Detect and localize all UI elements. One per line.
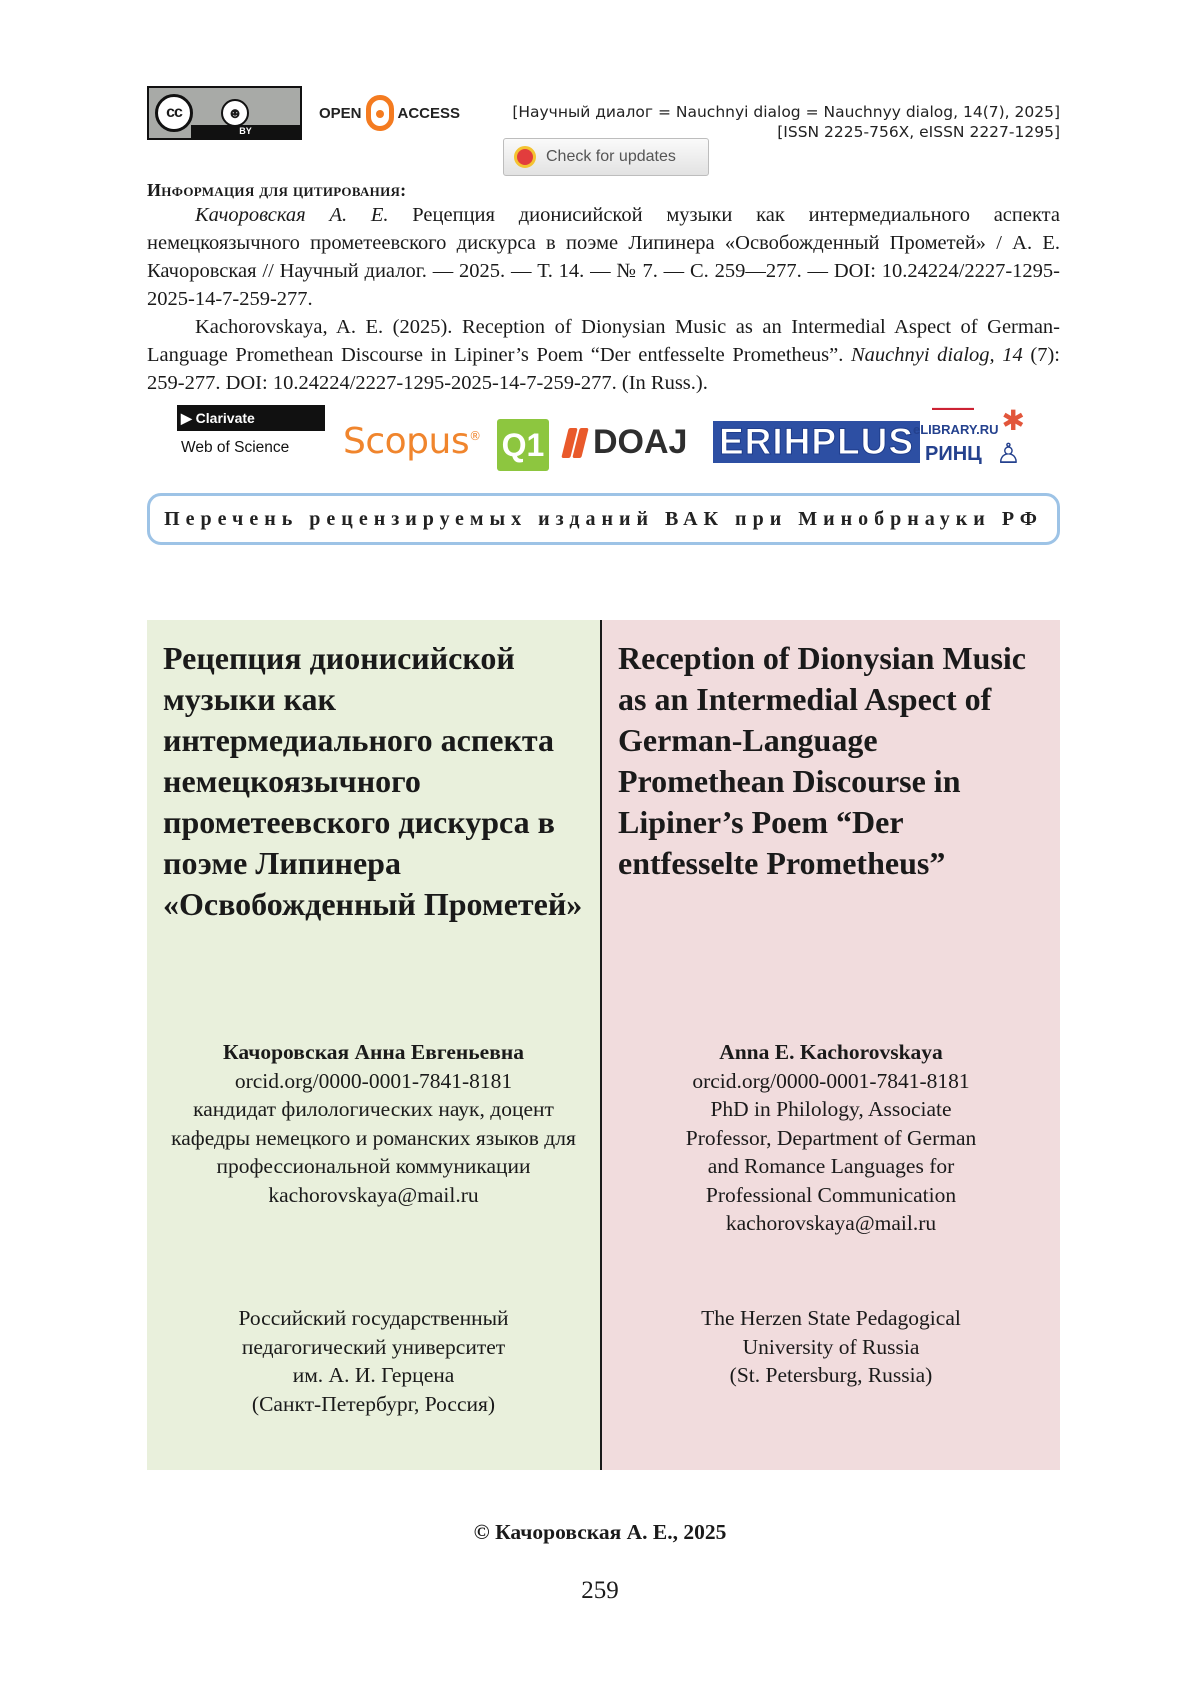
doaj-logo[interactable]: DOAJ bbox=[565, 423, 687, 462]
journal-info bbox=[512, 102, 1060, 142]
asterisk-icon: ✱ bbox=[1001, 405, 1025, 436]
elibrary-label: eLIBRARY.RU bbox=[913, 422, 999, 437]
scopus-logo[interactable]: Scopus® bbox=[343, 421, 481, 462]
affiliation-ru: Российский государственный педагогический университет им. А. И. Герцена (Санкт-Петербург, Россия) bbox=[238, 1306, 509, 1416]
orcid-link-ru[interactable]: orcid.org/0000-0001-7841-8181 bbox=[234, 1068, 513, 1093]
orcid-link-en[interactable]: orcid.org/0000-0001-7841-8181 bbox=[692, 1068, 970, 1093]
author-name-ru: Качоровская Анна Евгеньевна bbox=[223, 1040, 524, 1064]
q1-badge[interactable]: Q1 bbox=[497, 419, 549, 471]
web-of-science-label: Web of Science bbox=[181, 439, 290, 456]
citation-ru: Качоровская А. Е. Рецепция дионисийской музыки как интермедиального аспекта немецкоязычного прометеевского дискурса в поэме Липинера «Освобожденный Прометей» / А. Е. Качоровская // Научный диалог. — 2025. — Т. 14. — № 7. — С. 259—277. — DOI: 10.24224/2227-1295-2025-14-7-259-277. bbox=[147, 204, 1060, 310]
vak-banner: Перечень рецензируемых изданий ВАК при Минобрнауки РФ bbox=[147, 493, 1060, 545]
person-figure-icon: ♙ bbox=[995, 438, 1021, 469]
citation-heading: Информация для цитирования: bbox=[147, 180, 407, 200]
open-access-logo: OPEN ACCESS bbox=[319, 88, 460, 138]
cc-by-license-badge[interactable] bbox=[147, 86, 302, 140]
indexing-logos bbox=[147, 405, 1060, 485]
open-lock-icon bbox=[366, 95, 394, 131]
author-position-ru: кандидат филологических наук, доцент кафедры немецкого и романских языков для профессиональной коммуникации bbox=[171, 1097, 576, 1178]
author-position-en: PhD in Philology, Associate Professor, Department of German and Romance Languages for Professional Communication bbox=[685, 1097, 977, 1207]
author-info-en bbox=[602, 1038, 1060, 1238]
elibrary-rinc-logo[interactable] bbox=[913, 405, 1033, 477]
column-russian bbox=[147, 620, 602, 1470]
elibrary-tagline-icon: ▬▬▬▬▬▬ bbox=[932, 405, 974, 412]
affiliation-en: The Herzen State Pedagogical University of Russia (St. Petersburg, Russia) bbox=[701, 1306, 961, 1387]
header-row bbox=[147, 86, 1060, 178]
rinc-label: РИНЦ bbox=[925, 443, 982, 465]
journal-name-line: [Научный диалог = Nauchnyi dialog = Nauchnyy dialog, 14(7), 2025] bbox=[512, 103, 1060, 121]
person-icon: ☻ bbox=[221, 99, 249, 127]
page-number: 259 bbox=[581, 1577, 619, 1604]
web-of-science-logo[interactable] bbox=[177, 405, 325, 457]
journal-issn-line: [ISSN 2225-756X, eISSN 2227-1295] bbox=[777, 123, 1060, 141]
title-columns bbox=[147, 620, 1060, 1470]
copyright-notice: © Качоровская А. Е., 2025 bbox=[473, 1520, 727, 1544]
erihplus-logo[interactable]: ERIHPLUS bbox=[713, 421, 920, 463]
article-title-ru: Рецепция дионисийской музыки как интермедиального аспекта немецкоязычного прометеевского дискурса в поэме Липинера «Освобожденный Прометей» bbox=[163, 640, 583, 922]
email-link-en[interactable]: kachorovskaya@mail.ru bbox=[725, 1211, 937, 1235]
author-info-ru bbox=[147, 1038, 600, 1209]
citation-en: Kachorovskaya, A. E. (2025). Reception of Dionysian Music as an Intermedial Aspect of German-Language Promethean Discourse in Lipiner’s Poem “Der entfesselte Prometheus”. Nauchnyi dialog, 14 (7): 259-277. DOI: 10.24224/2227-1295-2025-14-7-259-277. (In Russ.). bbox=[147, 316, 1060, 394]
cc-by-label: BY bbox=[191, 125, 300, 138]
crossmark-icon bbox=[514, 146, 536, 168]
email-link-ru[interactable]: kachorovskaya@mail.ru bbox=[268, 1182, 479, 1207]
article-title-en: Reception of Dionysian Music as an Intermedial Aspect of German-Language Promethean Discourse in Lipiner’s Poem “Der entfesselte Prometheus” bbox=[618, 640, 1026, 881]
column-english bbox=[602, 620, 1060, 1470]
author-name-en: Anna E. Kachorovskaya bbox=[719, 1040, 943, 1064]
clarivate-label: ▶ Clarivate bbox=[177, 405, 325, 431]
by-attribution-icon bbox=[221, 99, 249, 127]
cc-icon: cc bbox=[155, 94, 193, 132]
check-for-updates-button[interactable]: Check for updates bbox=[503, 138, 709, 176]
doaj-mark-icon bbox=[565, 428, 587, 458]
page-header-area bbox=[147, 86, 1060, 545]
